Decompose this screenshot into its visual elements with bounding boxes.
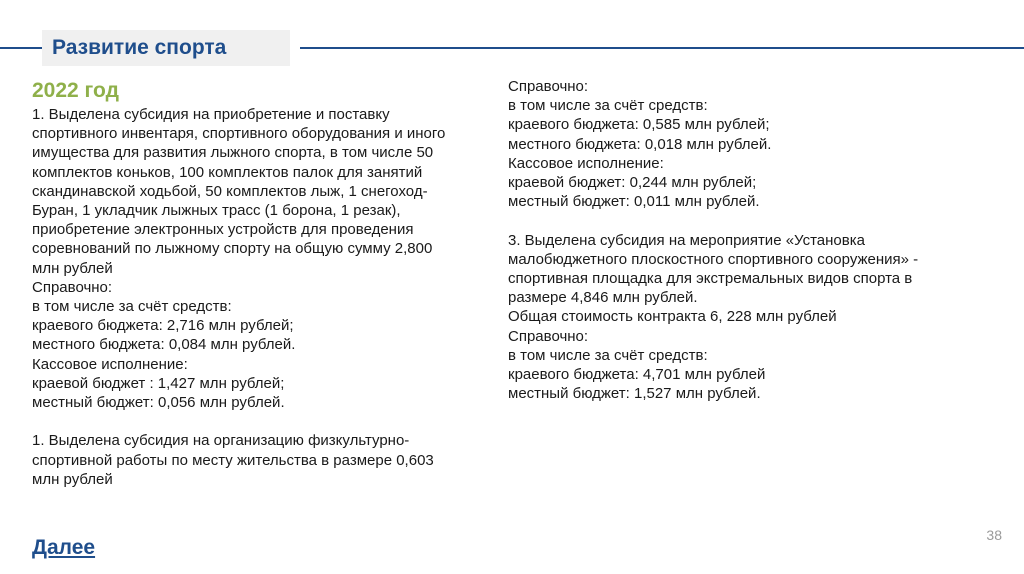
text-line: имущества для развития лыжного спорта, в том числе 50 [32,144,434,162]
text-line: 3. Выделена субсидия на мероприятие «Установка [508,231,865,249]
year-heading: 2022 год [32,79,119,102]
text-line: размере 4,846 млн рублей. [508,289,698,307]
text-line: местного бюджета: 0,084 млн рублей. [32,336,296,354]
text-line: в том числе за счёт средств: [508,97,708,115]
text-line: краевой бюджет : 1,427 млн рублей; [32,374,285,392]
page-title: Развитие спорта [52,36,227,59]
text-line: местного бюджета: 0,018 млн рублей. [508,135,772,153]
text-line: краевой бюджет: 0,244 млн рублей; [508,174,757,192]
right-text-column [508,77,1008,403]
paragraph-gap [32,412,497,431]
text-line: млн рублей [32,259,113,277]
text-line: Справочно: [508,327,589,345]
text-line: приобретение электронных устройств для проведения [32,221,414,239]
text-line: Кассовое исполнение: [508,154,664,172]
text-line: 1. Выделена субсидия на приобретение и поставку [32,106,390,123]
text-line: спортивного инвентаря, спортивного оборудования и иного [32,125,446,143]
text-line: скандинавской ходьбой, 50 комплектов лыж, 1 снегоход- [32,182,428,200]
paragraph-gap [508,211,1008,230]
left-text-column [32,105,497,489]
text-line: соревнований по лыжному спорту на общую сумму 2,800 [32,240,433,258]
header-rule-right [300,47,1024,49]
text-line: Справочно: [508,78,589,95]
page-number: 38 [986,527,1002,543]
text-line: местный бюджет: 1,527 млн рублей. [508,385,761,403]
text-line: спортивной работы по месту жительства в размере 0,603 [32,451,434,469]
text-line: млн рублей [32,470,113,488]
header-rule-left [0,47,42,49]
text-line: комплектов коньков, 100 комплектов палок для занятий [32,163,423,181]
text-line: краевого бюджета: 0,585 млн рублей; [508,116,770,134]
text-line: в том числе за счёт средств: [32,298,232,316]
text-line: Кассовое исполнение: [32,355,188,373]
text-line: в том числе за счёт средств: [508,346,708,364]
text-line: местный бюджет: 0,011 млн рублей. [508,193,760,211]
text-line: местный бюджет: 0,056 млн рублей. [32,394,285,412]
text-line: 1. Выделена субсидия на организацию физкультурно- [32,432,410,450]
text-line: Общая стоимость контракта 6, 228 млн рублей [508,308,837,326]
text-line: краевого бюджета: 2,716 млн рублей; [32,317,294,335]
text-line: Справочно: [32,278,113,296]
text-line: Буран, 1 укладчик лыжных трасс (1 борона, 1 резак), [32,202,401,220]
text-line: спортивная площадка для экстремальных видов спорта в [508,270,913,288]
text-line: малобюджетного плоскостного спортивного сооружения» - [508,250,919,268]
text-line: краевого бюджета: 4,701 млн рублей [508,366,766,384]
next-link[interactable]: Далее [32,536,96,559]
